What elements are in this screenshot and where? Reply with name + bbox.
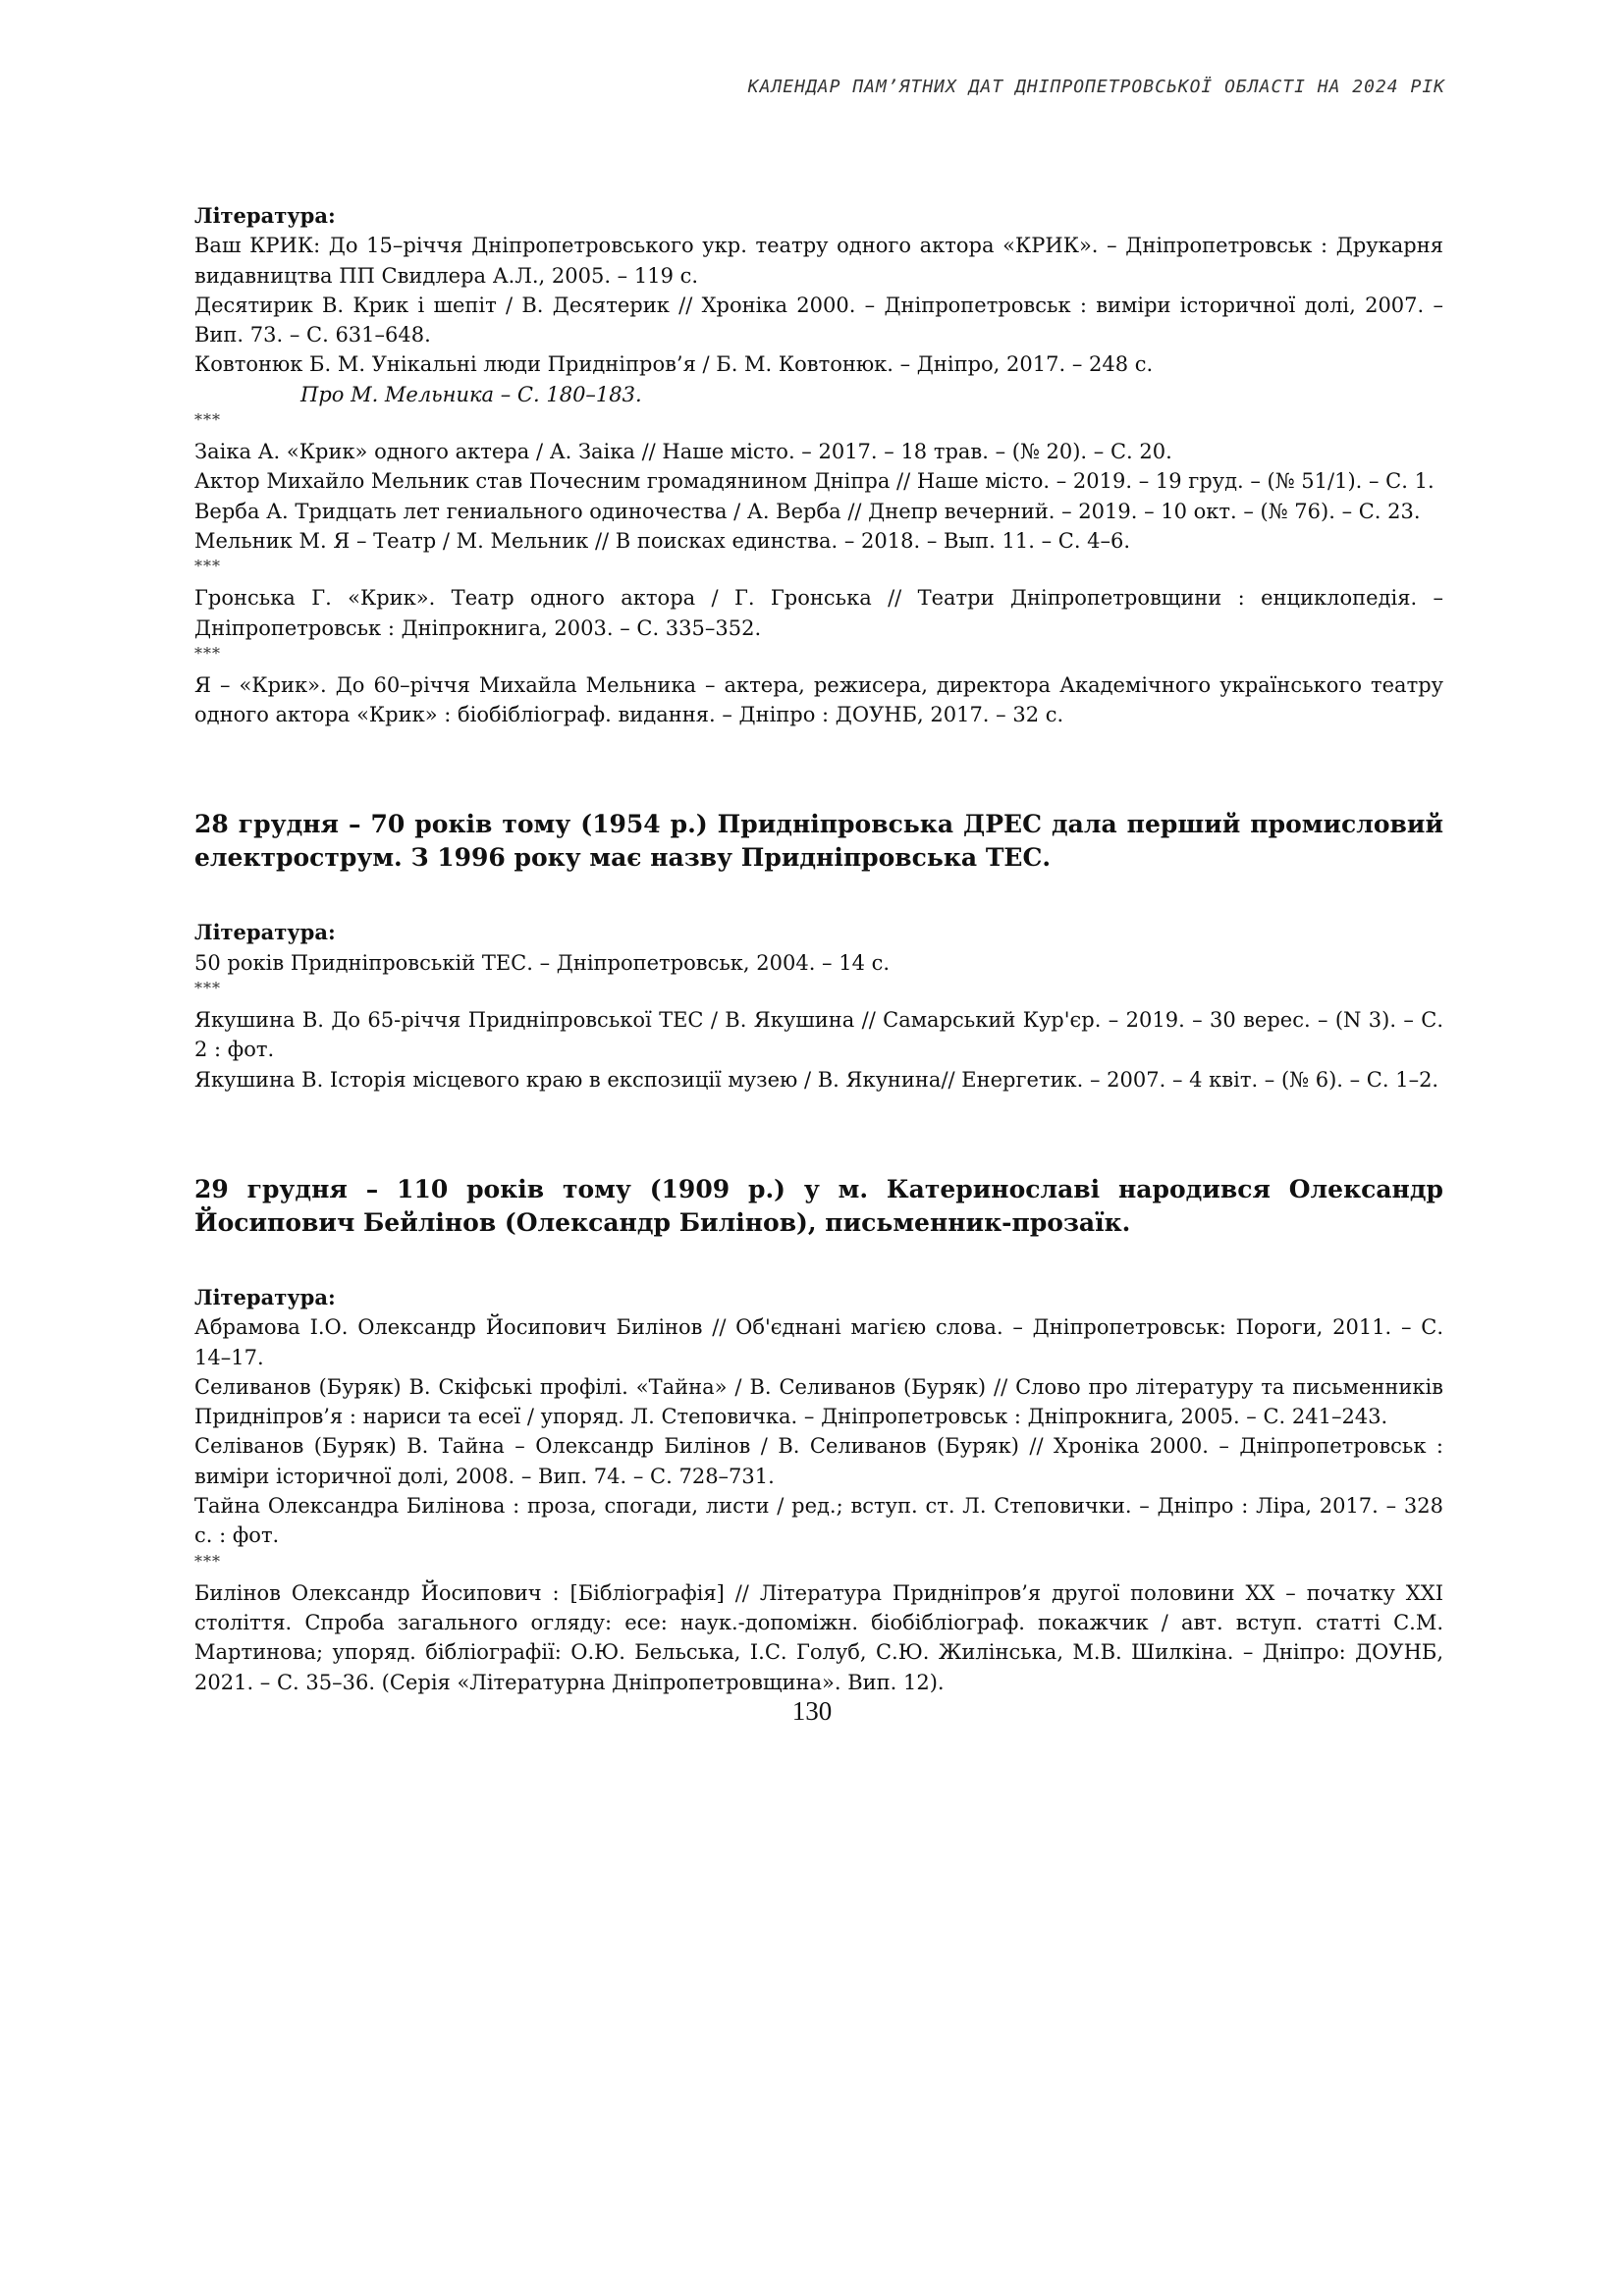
page-content: [194, 201, 1443, 1697]
bibliography-entry: Абрамова І.О. Олександр Йосипович Билінов // Об'єднані магією слова. – Дніпропетровськ: Пороги, 2011. – С. 14–17.: [194, 1315, 1443, 1369]
bibliography-entry: Мельник М. Я – Театр / М. Мельник // В поисках единства. – 2018. – Вып. 11. – С. 4–6.: [194, 528, 1131, 553]
bibliography-entry: Заіка А. «Крик» одного актера / А. Заіка // Наше місто. – 2017. – 18 трав. – (№ 20). – С. 20.: [194, 440, 1172, 464]
bibliography-entry: Якушина В. До 65-річчя Придніпровської ТЕС / В. Якушина // Самарський Кур'єр. – 2019. – 30 верес. – (N 3). – С. 2 : фот.: [194, 1008, 1443, 1062]
separator: ***: [194, 557, 221, 576]
bibliography-entry: Гронська Г. «Крик». Театр одного актора / Г. Гронська // Театри Дніпропетровщини : енциклопедія. – Дніпропетровськ : Дніпрокнига, 2003. – С. 335–352.: [194, 586, 1443, 640]
event-heading: 28 грудня – 70 років тому (1954 р.) Придніпровська ДРЕС дала перший промисловий електрострум. З 1996 року має назву Придніпровська ТЕС.: [194, 810, 1443, 873]
literature-label: Література:: [194, 203, 336, 228]
bibliography-entry: Ваш КРИК: До 15–річчя Дніпропетровського укр. театру одного актора «КРИК». – Дніпропетровськ : Друкарня видавництва ПП Свидлера А.Л., 2005. – 119 с.: [194, 234, 1443, 288]
section-pridniprovska-tes: [194, 808, 1443, 1094]
literature-label: Література:: [194, 1284, 336, 1309]
section-continuation: [194, 201, 1443, 729]
bibliography-entry: 50 років Придніпровській ТЕС. – Дніпропетровськ, 2004. – 14 с.: [194, 950, 891, 975]
separator: ***: [194, 979, 221, 998]
separator: ***: [194, 410, 221, 430]
bibliography-entry: Селиванов (Буряк) В. Скіфські профілі. «Тайна» / В. Селиванов (Буряк) // Слово про літературу та письменників Придніпров’я : нариси та есеї / упоряд. Л. Степовичка. – Дніпропетровськ : Дніпрокнига, 2005. – С. 241–243.: [194, 1374, 1443, 1429]
bibliography-entry: Верба А. Тридцать лет гениального одиночества / А. Верба // Днепр вечерний. – 2019. – 10 окт. – (№ 76). – С. 23.: [194, 499, 1421, 523]
bibliography-entry: Тайна Олександра Билінова : проза, спогади, листи / ред.; вступ. ст. Л. Степовички. – Дніпро : Ліра, 2017. – 328 с. : фот.: [194, 1494, 1443, 1548]
running-header: КАЛЕНДАР ПАМ’ЯТНИХ ДАТ ДНІПРОПЕТРОВСЬКОЇ ОБЛАСТІ НА 2024 РІК: [747, 77, 1445, 97]
separator: ***: [194, 643, 221, 663]
page-number: 130: [791, 1696, 833, 1726]
section-bilinov: [194, 1173, 1443, 1697]
separator: ***: [194, 1551, 221, 1571]
bibliography-entry: Селіванов (Буряк) В. Тайна – Олександр Билінов / В. Селиванов (Буряк) // Хроніка 2000. – Дніпропетровськ : виміри історичної долі, 2008. – Вип. 74. – С. 728–731.: [194, 1434, 1443, 1488]
event-heading: 29 грудня – 110 років тому (1909 р.) у м. Катеринославі народився Олександр Йосипович Бейлінов (Олександр Билінов), письменник-прозаїк.: [194, 1174, 1443, 1237]
bibliography-entry: Актор Михайло Мельник став Почесним громадянином Дніпра // Наше місто. – 2019. – 19 груд. – (№ 51/1). – С. 1.: [194, 469, 1435, 494]
bibliography-entry: Якушина В. Історія місцевого краю в експозиції музею / В. Якунина// Енергетик. – 2007. – 4 квіт. – (№ 6). – С. 1–2.: [194, 1067, 1439, 1092]
bibliography-entry: Я – «Крик». До 60–річчя Михайла Мельника – актера, режисера, директора Академічного українського театру одного актора «Крик» : біобібліограф. видання. – Дніпро : ДОУНБ, 2017. – 32 с.: [194, 672, 1443, 727]
bibliography-entry: Десятирик В. Крик і шепіт / В. Десятерик // Хроніка 2000. – Дніпропетровськ : виміри історичної долі, 2007. – Вип. 73. – С. 631–648.: [194, 293, 1443, 347]
bibliography-entry: Билінов Олександр Йосипович : [Бібліографія] // Література Придніпров’я другої половини XX – початку XXI століття. Спроба загального огляду: есе: наук.-допоміжн. біобібліограф. покажчик / авт. вступ. статті С.М. Мартинова; упоряд. бібліографії: О.Ю. Бельська, І.С. Голуб, С.Ю. Жилінська, М.В. Шилкіна. – Дніпро: ДОУНБ, 2021. – С. 35–36. (Серія «Літературна Дніпропетровщина». Вип. 12).: [194, 1580, 1443, 1694]
literature-label: Література:: [194, 920, 336, 945]
bibliography-note: Про М. Мельника – С. 180–183.: [300, 382, 642, 406]
bibliography-entry: Ковтонюк Б. М. Унікальні люди Придніпров’я / Б. М. Ковтонюк. – Дніпро, 2017. – 248 с.: [194, 352, 1154, 377]
